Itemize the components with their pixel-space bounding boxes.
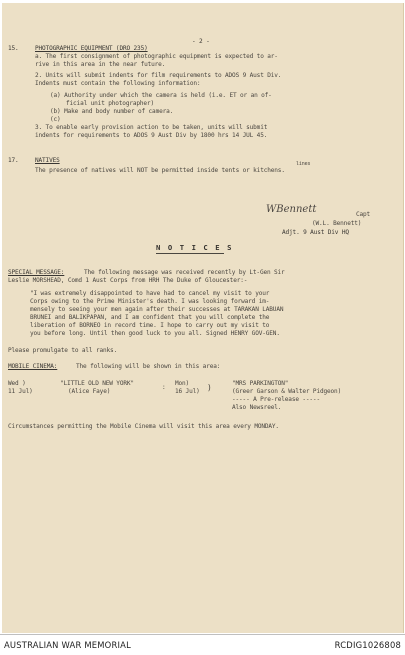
section-15-line: rive in this area in the near future. (35, 61, 166, 68)
quote-line: Corps owing to the Prime Minister's death. I was looking forward im- (30, 298, 270, 305)
signature-title: Adjt. 9 Aust Div HQ (282, 229, 349, 236)
cinema-label: MOBILE CINEMA: (8, 363, 58, 370)
cinema-right-date: Mon) (175, 380, 190, 387)
section-17-heading: NATIVES (35, 157, 60, 164)
section-15-item-b: (b) Make and body number of camera. (50, 108, 174, 115)
notices-heading: N O T I C E S (156, 243, 234, 252)
cinema-right-note: Also Newsreel. (232, 404, 282, 411)
cinema-left-date: 11 Jul) (8, 388, 33, 395)
special-message-line: Leslie MORSHEAD, Comd 1 Aust Corps from HRH The Duke of Gloucester:- (8, 277, 248, 284)
archive-footer (0, 634, 405, 655)
special-message-label: SPECIAL MESSAGE: (8, 269, 65, 276)
cinema-right-date: 16 Jul) (175, 388, 200, 395)
cinema-separator: : (162, 384, 166, 391)
quote-line: mensely to seeing your men again after their successes at TARAKAN LABUAN (30, 306, 284, 313)
signature-scrawl: WBennett (266, 204, 317, 215)
signature-rank: Capt (356, 211, 371, 218)
page-number: - 2 - (192, 38, 210, 45)
section-15-heading: PHOTOGRAPHIC EQUIPMENT (DRO 235) (35, 45, 148, 52)
section-15-line: Indents must contain the following information: (35, 80, 201, 87)
cinema-left-cast: (Alice Faye) (68, 388, 111, 395)
notices-heading-underline (156, 253, 224, 254)
section-17-line: The presence of natives will NOT be permitted inside tents or kitchens. (35, 167, 285, 174)
quote-line: "I was extremely disappointed to have had to cancel my visit to your (30, 290, 270, 297)
handwritten-insert: lines (296, 161, 311, 167)
section-15-number: 15. (8, 45, 19, 52)
cinema-brace: ) (207, 383, 212, 392)
section-15-item-a-cont: ficial unit photographer) (66, 100, 154, 107)
cinema-right-cast: (Greer Garson & Walter Pidgeon) (232, 388, 342, 395)
section-15-item-c: (c) (50, 116, 61, 123)
quote-line: BRUNEI and BALIKPAPAN, and I am confident that you will complete the (30, 314, 270, 321)
cinema-footer-line: Circumstances permitting the Mobile Cinema will visit this area every MONDAY. (8, 423, 279, 430)
footer-record-id: RCDIG1026808 (334, 640, 401, 650)
section-15-line: indents for requirements to ADOS 9 Aust Div by 1800 hrs 14 JUL 45. (35, 132, 268, 139)
cinema-right-note: ----- A Pre-release ----- (232, 396, 320, 403)
cinema-right-film: "MRS PARKINGTON" (232, 380, 289, 387)
cinema-left-date: Wed ) (8, 380, 26, 387)
section-15-item-a: (a) Authority under which the camera is held (i.e. ET or an of- (50, 92, 272, 99)
section-15-line: a. The first consignment of photographic equipment is expected to ar- (35, 53, 278, 60)
cinema-left-film: "LITTLE OLD NEW YORK" (60, 380, 134, 387)
quote-line: liberation of BORNEO in record time. I hope to carry out my visit to (30, 322, 270, 329)
promulgate-line: Please promulgate to all ranks. (8, 347, 118, 354)
section-15-line: 2. Units will submit indents for film requirements to ADOS 9 Aust Div. (35, 72, 282, 79)
quote-line: you before long. Until then good luck to you all. Signed HENRY GOV-GEN. (30, 330, 280, 337)
cinema-intro: The following will be shown in this area: (76, 363, 221, 370)
section-15-line: 3. To enable early provision action to be taken, units will submit (35, 124, 268, 131)
footer-institution: AUSTRALIAN WAR MEMORIAL (4, 640, 131, 650)
section-17-number: 17. (8, 157, 19, 164)
special-message-line: The following message was received recently by Lt-Gen Sir (84, 269, 285, 276)
signature-name: (W.L. Bennett) (312, 220, 362, 227)
